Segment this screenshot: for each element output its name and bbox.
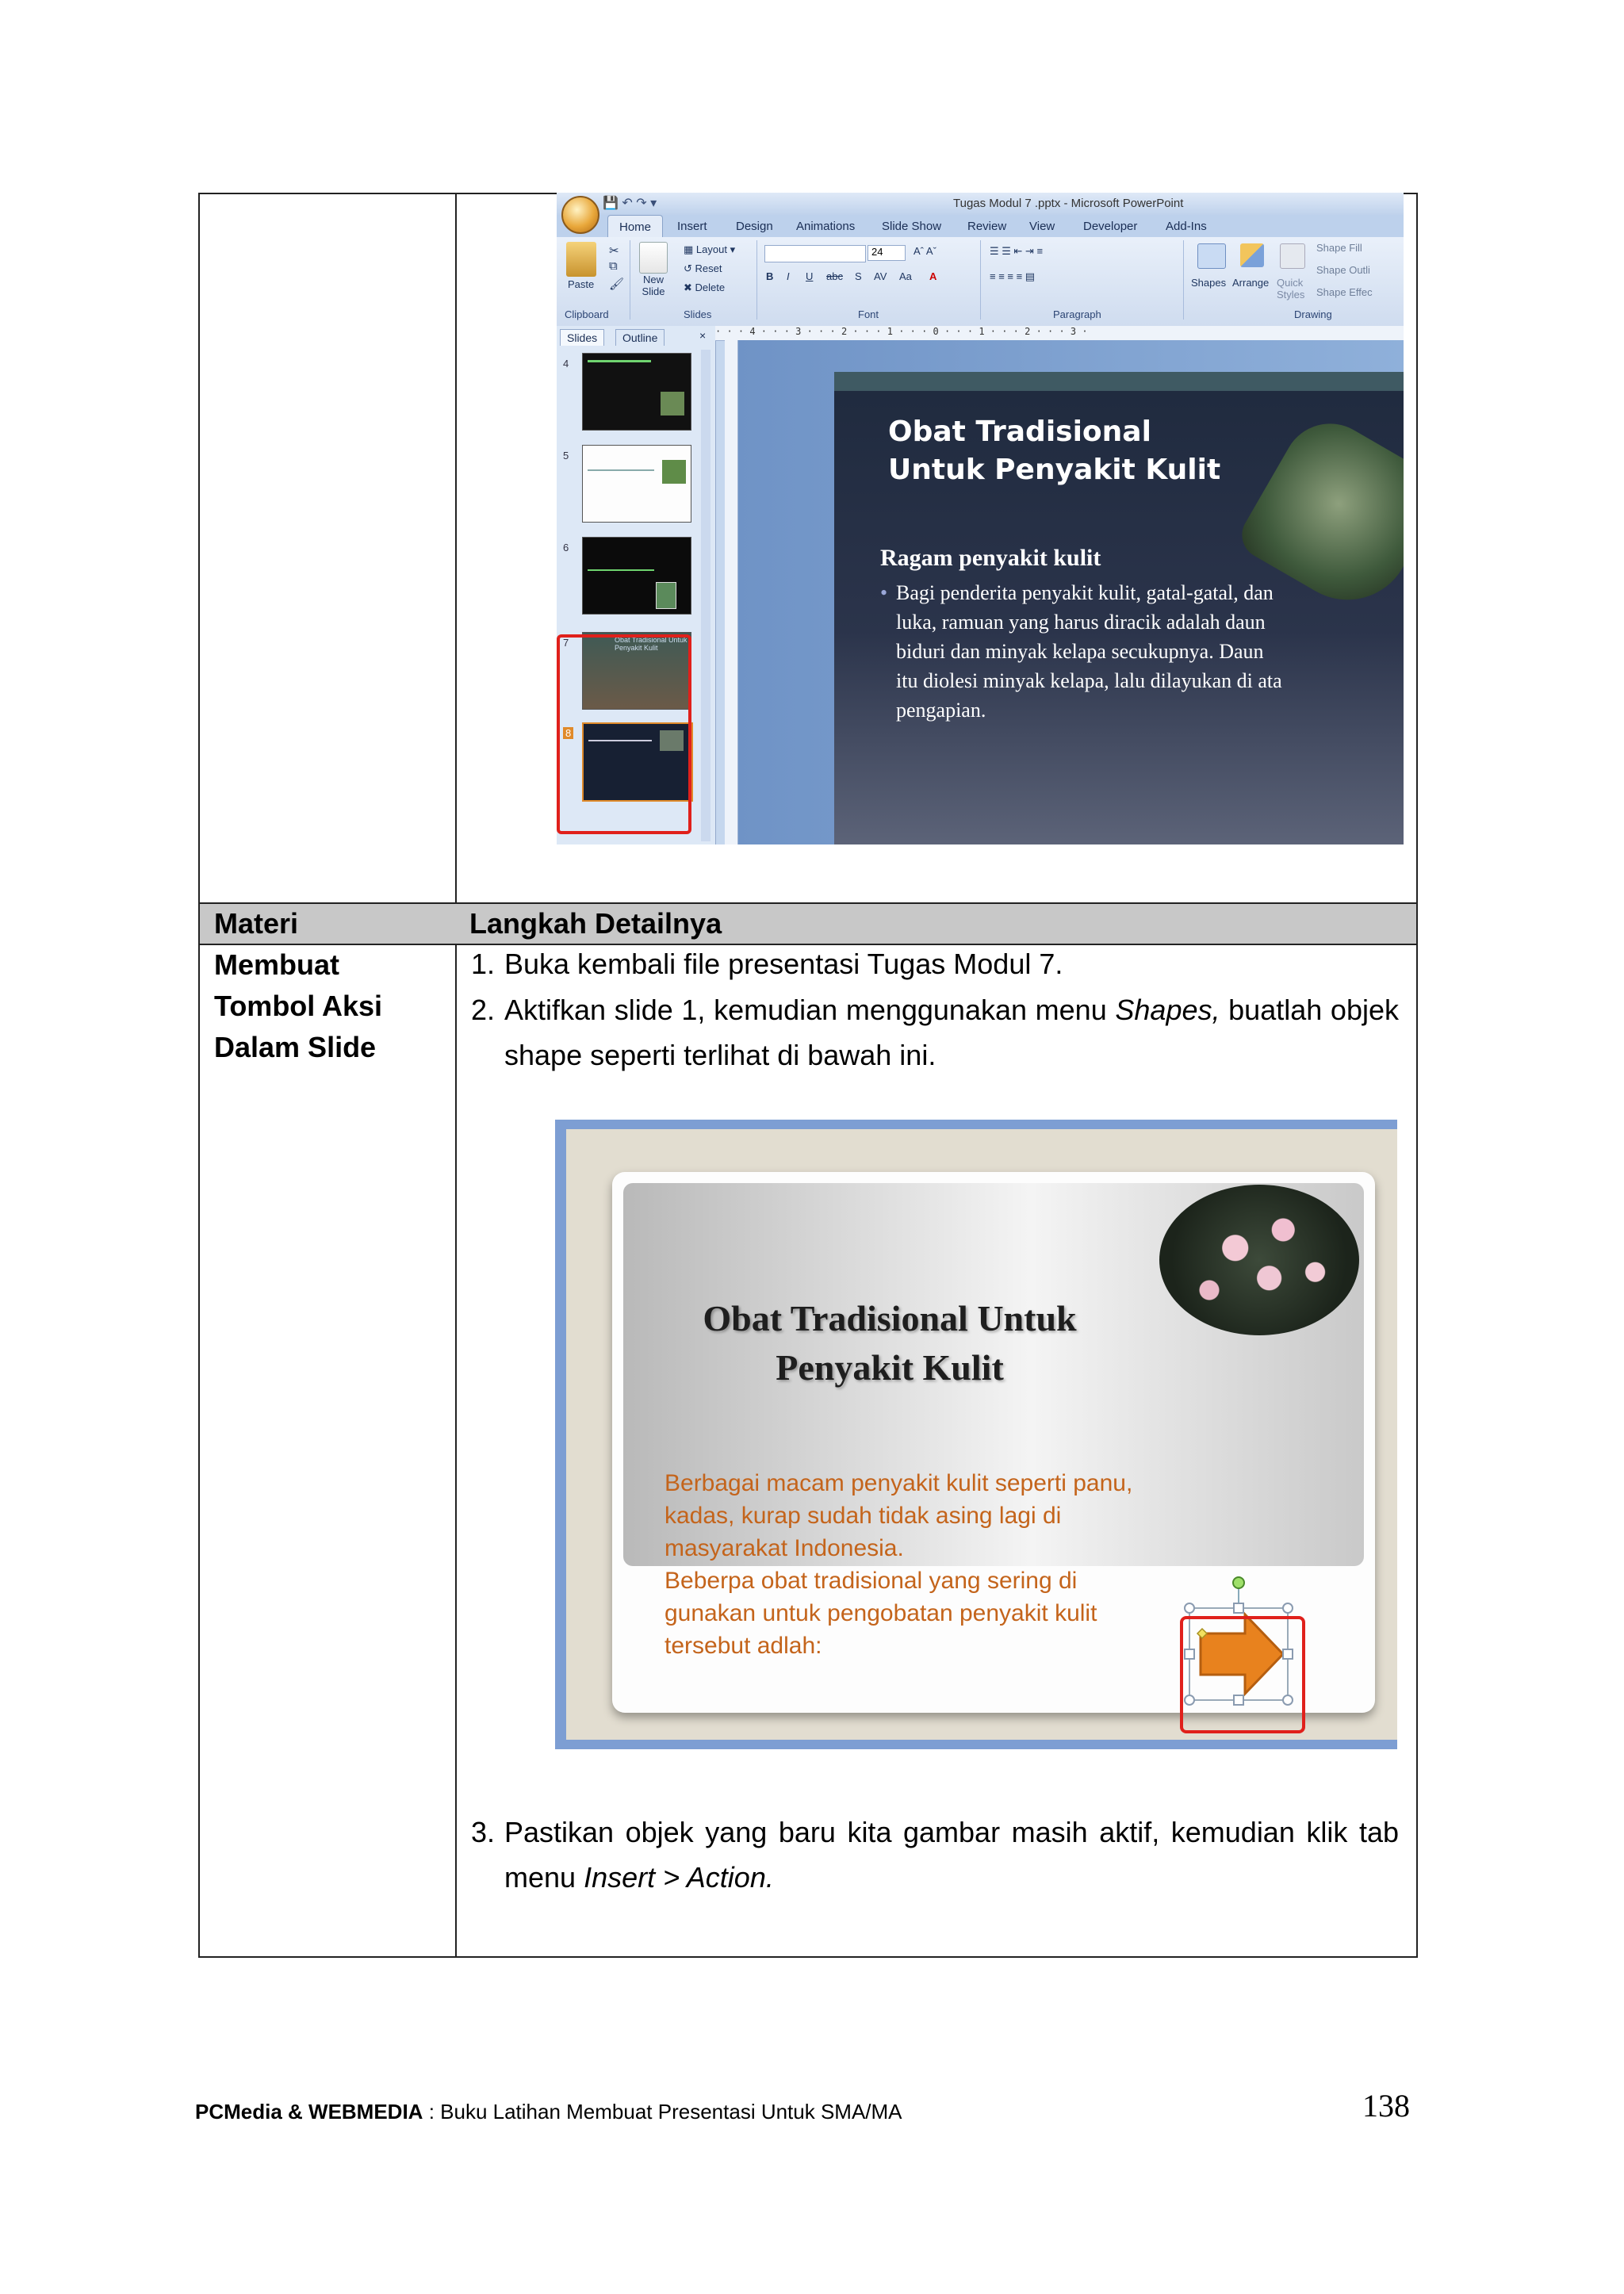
thumb-number: 5 — [563, 450, 569, 461]
slide-title-line: Obat Tradisional — [888, 416, 1151, 448]
step-text-emphasis: Insert > Action. — [584, 1861, 774, 1894]
header-langkah: Langkah Detailnya — [469, 907, 722, 940]
thumb-image — [656, 582, 676, 609]
layout-label: Layout — [695, 243, 727, 255]
strikethrough-button[interactable]: abc — [826, 270, 843, 282]
slide-body-line: masyarakat Indonesia. — [665, 1535, 904, 1561]
slide-title — [684, 1294, 1096, 1392]
tab-home[interactable]: Home — [607, 215, 663, 237]
step-text-part: Aktifkan slide 1, kemudian menggunakan menu — [504, 994, 1116, 1026]
step-number: 1. — [471, 948, 496, 980]
shape-fill-button[interactable]: Shape Fill — [1316, 242, 1362, 254]
step-text-part: Pastikan objek yang baru kita gambar masih aktif, kemudian klik tab menu — [504, 1816, 1399, 1894]
thumb-number: 4 — [563, 358, 569, 370]
current-slide[interactable] — [834, 372, 1404, 844]
thumb-number: 6 — [563, 542, 569, 553]
slide-screenshot — [555, 1120, 1397, 1749]
ribbon-separator — [1183, 240, 1184, 320]
resize-handle[interactable] — [1283, 1603, 1293, 1613]
layout-button[interactable]: ▦ Layout ▾ — [684, 243, 736, 255]
shape-outline-button[interactable]: Shape Outli — [1316, 264, 1370, 276]
tab-animations[interactable]: Animations — [796, 220, 856, 233]
window-title: Tugas Modul 7 .pptx - Microsoft PowerPoint — [953, 197, 1184, 210]
powerpoint-screenshot — [557, 193, 1404, 844]
change-case-button[interactable]: Aa — [899, 270, 912, 282]
horizontal-ruler: · · · 4 · · · 3 · · · 2 · · · 1 · · · 0 · · · 1 · · · 2 · · · 3 · — [715, 326, 1404, 341]
header-materi: Materi — [214, 907, 299, 940]
bullets-icon[interactable]: ☰ ☰ ⇤ ⇥ ≡ — [990, 245, 1044, 257]
ribbon-separator — [980, 240, 981, 320]
thumb-text-lines — [588, 360, 651, 402]
slide-body-line: Bagi penderita penyakit kulit, gatal-gatal, dan — [896, 581, 1274, 604]
new-slide-button[interactable]: New Slide — [642, 274, 665, 297]
row-title-line: Membuat — [214, 948, 340, 981]
quick-access-toolbar[interactable]: 💾 ↶ ↷ ▾ — [603, 197, 657, 210]
step-text-emphasis: Shapes, — [1115, 994, 1220, 1026]
rotate-handle[interactable] — [1233, 1577, 1244, 1588]
arrange-button[interactable]: Arrange — [1232, 277, 1270, 289]
column-divider — [455, 194, 457, 1956]
page-number: 138 — [1362, 2088, 1410, 2124]
step-1 — [471, 941, 1399, 986]
thumb-title: Obat Tradisional Untuk Penyakit Kulit — [615, 636, 688, 652]
tab-review[interactable]: Review — [967, 220, 1007, 233]
thumb-text-lines — [588, 469, 654, 511]
copy-icon[interactable]: ⧉ — [609, 259, 618, 273]
panel-tabs — [560, 329, 709, 347]
footer-text — [195, 2100, 902, 2124]
panel-scrollbar[interactable] — [701, 350, 710, 841]
thumb-image — [661, 392, 684, 416]
step-number: 2. — [471, 994, 496, 1026]
group-label-clipboard: Clipboard — [565, 308, 609, 320]
thumb-text-lines — [588, 569, 654, 603]
group-label-slides: Slides — [684, 308, 712, 320]
slide-title-line: Penyakit Kulit — [776, 1347, 1004, 1388]
underline-button[interactable]: U — [806, 270, 814, 282]
slide-backdrop — [566, 1129, 1397, 1740]
footer-brand: PCMedia & WEBMEDIA — [195, 2100, 423, 2124]
slide-body-line: itu diolesi minyak kelapa, lalu dilayukan di ata — [896, 669, 1282, 692]
resize-handle[interactable] — [1234, 1603, 1243, 1613]
step-3 — [471, 1810, 1399, 1900]
slide-body-line: Beberpa obat tradisional yang sering di — [665, 1568, 1078, 1594]
thumb-number: 8 — [563, 727, 573, 739]
office-button[interactable] — [561, 196, 599, 234]
step-2 — [471, 987, 1399, 1078]
paste-button[interactable]: Paste — [568, 278, 595, 290]
slide-thumbnail[interactable] — [582, 537, 691, 615]
cut-icon[interactable]: ✂ — [609, 244, 619, 258]
slide-body-line: biduri dan minyak kelapa secukupnya. Daun — [896, 640, 1264, 663]
slide-body — [880, 578, 1404, 725]
bullet-icon: • — [880, 581, 888, 604]
row-title-line: Dalam Slide — [214, 1031, 377, 1063]
slide-body-line: pengapian. — [896, 699, 986, 722]
shape-effects-button[interactable]: Shape Effec — [1316, 286, 1373, 298]
char-spacing-icon[interactable]: AV — [874, 270, 887, 282]
slide-body-line: tersebut adlah: — [665, 1633, 822, 1659]
slide-title — [888, 413, 1220, 489]
row-title — [214, 944, 444, 1068]
shapes-button[interactable]: Shapes — [1191, 277, 1227, 289]
slide-thumbnail[interactable] — [582, 445, 691, 523]
slide-body-line: kadas, kurap sudah tidak asing lagi di — [665, 1503, 1062, 1529]
group-label-paragraph: Paragraph — [1053, 308, 1101, 320]
row-title-line: Tombol Aksi — [214, 990, 383, 1022]
slide-thumbnail[interactable] — [582, 353, 691, 431]
group-label-font: Font — [858, 308, 879, 320]
panel-tab-slides[interactable]: Slides — [560, 329, 604, 346]
tab-view[interactable]: View — [1029, 220, 1055, 233]
shapes-icon[interactable] — [1197, 243, 1226, 269]
step-number: 3. — [471, 1816, 496, 1848]
tab-developer[interactable]: Developer — [1083, 220, 1138, 233]
flower-image — [1159, 1185, 1359, 1335]
footer-book-title: : Buku Latihan Membuat Presentasi Untuk SMA/MA — [423, 2100, 902, 2124]
format-painter-icon[interactable]: 🖌 — [609, 278, 625, 291]
slide-body-line: gunakan untuk pengobatan penyakit kulit — [665, 1600, 1097, 1626]
font-size-box[interactable]: 24 — [868, 245, 906, 261]
step-text — [471, 987, 1399, 1078]
step-text-part: buatlah objek shape seperti terlihat di bawah ini. — [504, 994, 1399, 1071]
tab-add-ins[interactable]: Add-Ins — [1166, 220, 1207, 233]
slide-title-line: Obat Tradisional Untuk — [703, 1298, 1077, 1338]
grow-font-icon[interactable]: Aˆ Aˇ — [914, 245, 936, 257]
delete-button[interactable]: ✖ Delete — [684, 281, 726, 293]
thumb-number: 7 — [563, 637, 569, 649]
vertical-ruler — [725, 340, 738, 844]
thumbnail-highlight-box — [557, 634, 691, 834]
close-icon[interactable]: × — [699, 329, 707, 342]
reset-label: Reset — [695, 262, 722, 274]
quick-styles-button[interactable]: Quick Styles — [1277, 277, 1305, 301]
ribbon-tabs — [557, 215, 1404, 237]
tab-slide-show[interactable]: Slide Show — [882, 220, 942, 233]
slide-body-line: luka, ramuan yang harus diracik adalah daun — [896, 611, 1266, 634]
step-text: Buka kembali file presentasi Tugas Modul 7. — [504, 948, 1063, 980]
font-color-icon[interactable]: A — [929, 270, 937, 282]
italic-button[interactable]: I — [787, 270, 790, 282]
step-text — [471, 1810, 1399, 1900]
window-titlebar — [557, 193, 1404, 215]
arrange-icon[interactable] — [1240, 243, 1264, 267]
reset-button[interactable]: ↺ Reset — [684, 262, 722, 274]
font-name-box[interactable] — [764, 245, 866, 262]
ribbon — [557, 237, 1404, 327]
slide-card[interactable] — [612, 1172, 1375, 1713]
paste-icon[interactable] — [566, 242, 596, 277]
tab-design[interactable]: Design — [736, 220, 773, 233]
arrow-highlight-box — [1180, 1616, 1305, 1733]
group-label-drawing: Drawing — [1294, 308, 1332, 320]
delete-label: Delete — [695, 281, 726, 293]
slide-body-line: Berbagai macam penyakit kulit seperti panu, — [665, 1470, 1133, 1496]
quick-styles-icon[interactable] — [1280, 243, 1305, 269]
slide-body — [665, 1467, 1140, 1662]
tab-insert[interactable]: Insert — [677, 220, 707, 233]
thumb-image — [662, 460, 686, 484]
ribbon-separator — [756, 240, 757, 320]
slide-subtitle: Ragam penyakit kulit — [880, 545, 1101, 571]
shadow-button[interactable]: S — [855, 270, 862, 282]
table-header-row — [200, 902, 1416, 944]
row-divider — [200, 902, 1416, 904]
resize-handle[interactable] — [1185, 1603, 1194, 1613]
panel-tab-outline[interactable]: Outline — [615, 329, 665, 346]
slide-top-bar — [834, 372, 1404, 391]
bold-button[interactable]: B — [766, 270, 774, 282]
new-slide-icon[interactable] — [639, 242, 668, 274]
align-icons[interactable]: ≡ ≡ ≡ ≡ ▤ — [990, 270, 1036, 282]
slide-title-line: Untuk Penyakit Kulit — [888, 454, 1221, 486]
